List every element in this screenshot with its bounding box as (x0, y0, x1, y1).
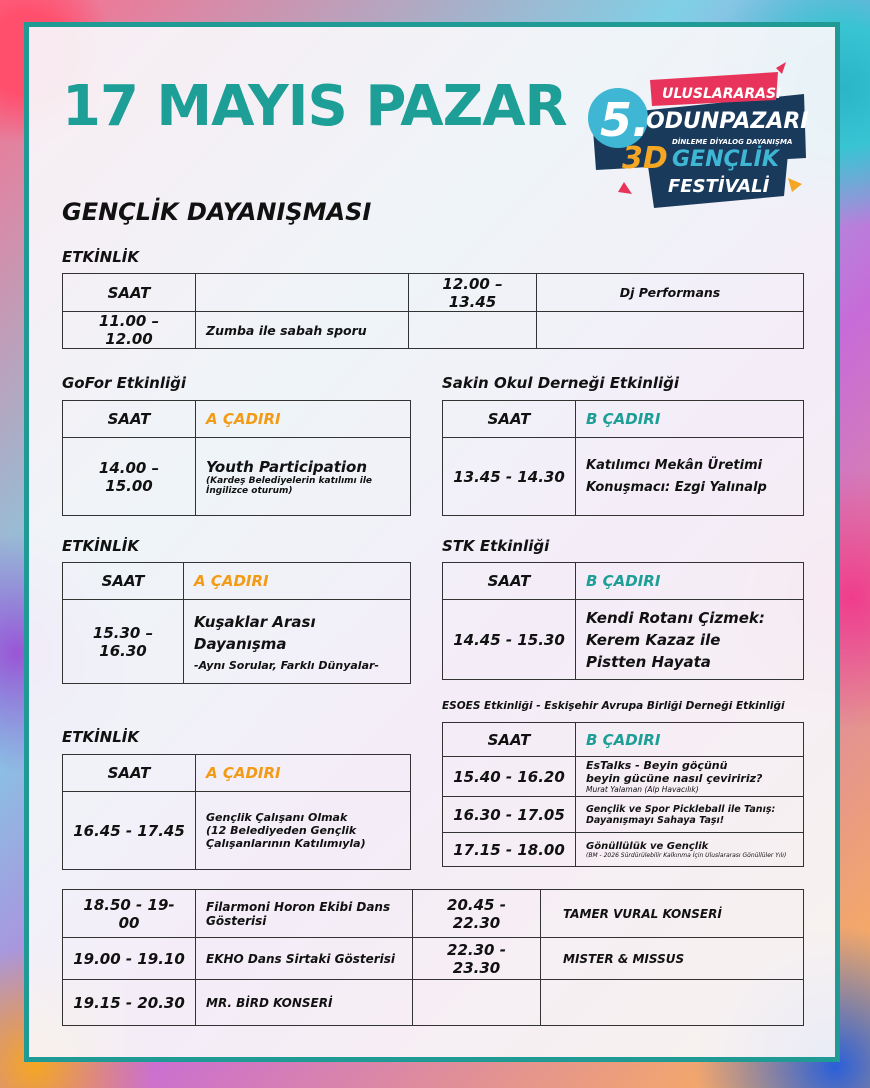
event-line: Gençlik Çalışanı Olmak (206, 811, 348, 824)
gofor-table (62, 400, 411, 516)
speaker-note: Murat Yalaman (Alp Havacılık) (586, 785, 699, 794)
svg-text:FESTİVALİ: FESTİVALİ (668, 176, 770, 197)
tent-header: B ÇADIRI (576, 723, 804, 757)
table-row (443, 563, 804, 600)
table-row (443, 797, 804, 833)
table-row (63, 755, 411, 792)
table-row (443, 757, 804, 797)
event-cell (576, 797, 804, 833)
event-cell (576, 600, 804, 680)
event-cell (196, 792, 411, 870)
event-cell: Dj Performans (537, 274, 804, 312)
etkinlik3-table (62, 754, 411, 870)
table-row (63, 600, 411, 684)
event-cell (576, 833, 804, 867)
event-cell (541, 980, 804, 1026)
table-row (443, 600, 804, 680)
event-cell: Filarmoni Horon Ekibi Dans Gösterisi (196, 890, 413, 938)
empty-cell (409, 312, 537, 349)
time-cell: 16.30 - 17.05 (443, 797, 576, 833)
time-cell (413, 980, 541, 1026)
svg-text:3D: 3D (622, 141, 668, 176)
event-cell (576, 438, 804, 516)
table-row (63, 980, 804, 1026)
sakin-table (442, 400, 804, 516)
saat-header: SAAT (63, 563, 184, 600)
tent-header: A ÇADIRI (196, 755, 411, 792)
table-row (63, 890, 804, 938)
svg-text:GENÇLİK: GENÇLİK (672, 147, 779, 172)
time-cell: 18.50 - 19-00 (63, 890, 196, 938)
tent-header: A ÇADIRI (196, 401, 411, 438)
saat-header: SAAT (443, 723, 576, 757)
table-row (63, 438, 411, 516)
table-row (63, 792, 411, 870)
event-cell (196, 438, 411, 516)
event-line: Pistten Hayata (586, 652, 711, 671)
table-row (443, 723, 804, 757)
stk-table (442, 562, 804, 680)
event-cell (184, 600, 411, 684)
event-cell: MR. BİRD KONSERİ (196, 980, 413, 1026)
esoes-table (442, 722, 804, 867)
saat-header: SAAT (63, 401, 196, 438)
time-cell: 12.00 – 13.45 (409, 274, 537, 312)
time-cell: 19.15 - 20.30 (63, 980, 196, 1026)
table-row (443, 833, 804, 867)
svg-text:ODUNPAZARI: ODUNPAZARI (646, 109, 809, 134)
event-line: Çalışanlarının Katılımıyla) (206, 837, 366, 850)
time-cell: 20.45 - 22.30 (413, 890, 541, 938)
event-line: Katılımcı Mekân Üretimi (586, 457, 763, 473)
table-row (443, 401, 804, 438)
esoes-label: ESOES Etkinliği - Eskişehir Avrupa Birliği Derneği Etkinliği (442, 700, 785, 712)
etkinlik2-label: ETKİNLİK (62, 537, 139, 555)
tent-header: A ÇADIRI (184, 563, 411, 600)
table-row (443, 438, 804, 516)
event-line: (12 Belediyeden Gençlik (206, 824, 357, 837)
speaker-line: Konuşmacı: Ezgi Yalınalp (586, 479, 767, 495)
event-line: beyin gücüne nasıl çeviririz? (586, 772, 763, 785)
date-title: 17 MAYIS PAZAR (62, 74, 567, 139)
event-line: Kerem Kazaz ile (586, 630, 721, 649)
time-cell: 15.40 - 16.20 (443, 757, 576, 797)
empty-cell (196, 274, 409, 312)
svg-text:DİNLEME DİYALOG DAYANIŞMA: DİNLEME DİYALOG DAYANIŞMA (672, 138, 793, 146)
saat-header: SAAT (443, 401, 576, 438)
event-cell: EKHO Dans Sirtaki Gösterisi (196, 938, 413, 980)
section-title: GENÇLİK DAYANIŞMASI (62, 198, 372, 226)
etkinlik3-label: ETKİNLİK (62, 728, 139, 746)
event-title: Youth Participation (206, 457, 368, 476)
saat-header: SAAT (63, 755, 196, 792)
event-cell: Zumba ile sabah sporu (196, 312, 409, 349)
time-cell: 22.30 - 23.30 (413, 938, 541, 980)
table-row (63, 312, 804, 349)
evening-table (62, 889, 804, 1026)
event-subtitle: (Kardeş Belediyelerin katılımı ile İngilizce oturum) (206, 475, 373, 496)
time-cell: 14.00 – 15.00 (63, 438, 196, 516)
festival-logo (588, 58, 810, 218)
time-cell: 16.45 - 17.45 (63, 792, 196, 870)
event-line: Dayanışma (194, 635, 287, 653)
etkinlik1-table (62, 273, 804, 349)
time-cell: 11.00 – 12.00 (63, 312, 196, 349)
saat-header: SAAT (63, 274, 196, 312)
etkinlik2-table (62, 562, 411, 684)
stk-label: STK Etkinliği (442, 537, 550, 555)
svg-text:ULUSLARARASI: ULUSLARARASI (662, 86, 782, 102)
event-cell: TAMER VURAL KONSERİ (541, 890, 804, 938)
tent-header: B ÇADIRI (576, 563, 804, 600)
event-line: Kuşaklar Arası (194, 613, 316, 631)
event-cell (576, 757, 804, 797)
tent-header: B ÇADIRI (576, 401, 804, 438)
time-cell: 14.45 - 15.30 (443, 600, 576, 680)
empty-cell (537, 312, 804, 349)
time-cell: 17.15 - 18.00 (443, 833, 576, 867)
time-cell: 13.45 - 14.30 (443, 438, 576, 516)
sakin-label: Sakin Okul Derneği Etkinliği (442, 374, 680, 392)
table-row (63, 938, 804, 980)
table-row (63, 401, 411, 438)
event-line: EsTalks - Beyin göçünü (586, 759, 728, 772)
time-cell: 15.30 – 16.30 (63, 600, 184, 684)
table-row (63, 563, 411, 600)
event-line: Kendi Rotanı Çizmek: (586, 608, 765, 627)
time-cell: 19.00 - 19.10 (63, 938, 196, 980)
gofor-label: GoFor Etkinliği (62, 374, 186, 392)
event-line: Dayanışmayı Sahaya Taşı! (586, 814, 725, 826)
svg-text:5.: 5. (600, 93, 650, 147)
event-subtitle: -Aynı Sorular, Farklı Dünyalar- (194, 659, 379, 672)
table-row (63, 274, 804, 312)
saat-header: SAAT (443, 563, 576, 600)
event-cell: MISTER & MISSUS (541, 938, 804, 980)
etkinlik1-label: ETKİNLİK (62, 248, 139, 266)
event-line: Gönüllülük ve Gençlik (586, 840, 709, 852)
event-line: Gençlik ve Spor Pickleball ile Tanış: (586, 803, 776, 815)
event-note: (BM - 2026 Sürdürülebilir Kalkınma İçin Uluslararası Gönüllüler Yılı) (586, 851, 787, 859)
